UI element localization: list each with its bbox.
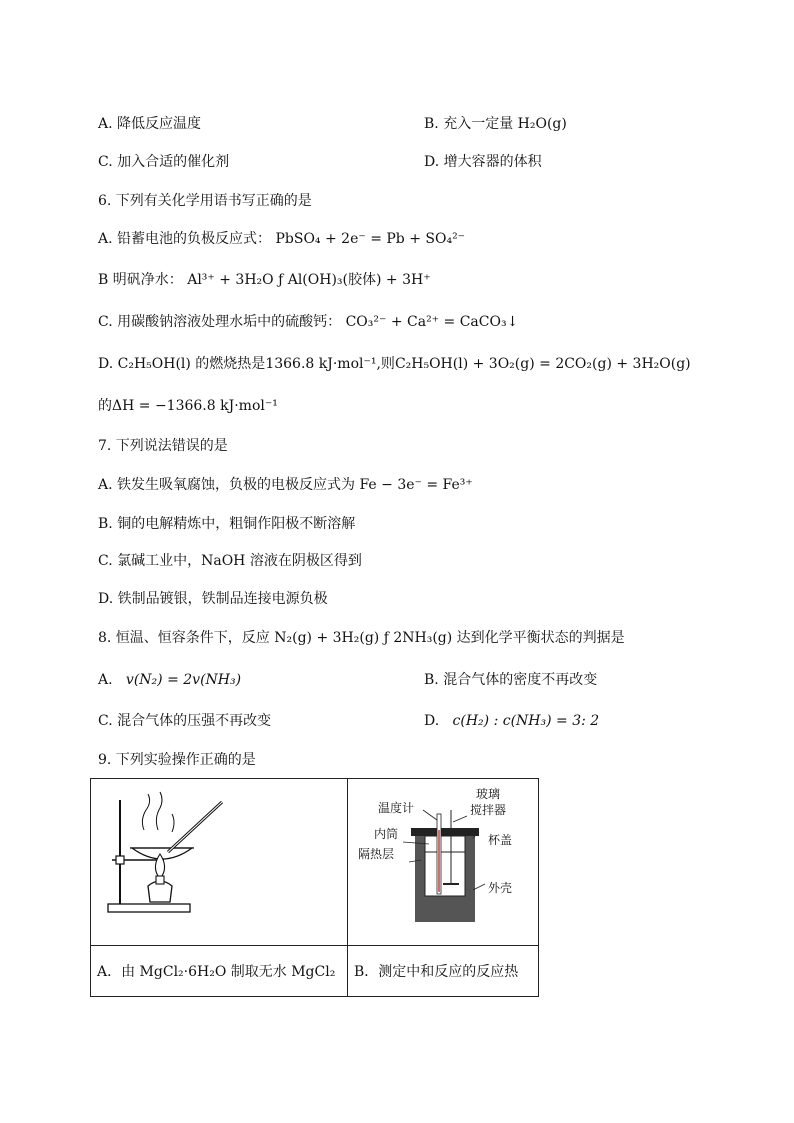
q8-d-equation: c(H₂) : c(NH₃) = 3: 2 xyxy=(452,713,600,729)
q7-option-a xyxy=(98,475,473,495)
q8-stem-equation: N₂(g) + 3H₂(g) ƒ 2NH₃(g) xyxy=(274,630,453,646)
q9-stem: 9. 下列实验操作正确的是 xyxy=(98,752,256,768)
q8-stem-text: 8. 恒温、恒容条件下，反应 xyxy=(98,630,270,646)
q8-option-d xyxy=(424,711,599,731)
q8-option-a xyxy=(98,670,241,690)
q6-c-text: C. 用碳酸钠溶液处理水垢中的硫酸钙： xyxy=(98,314,342,330)
evaporation-apparatus-illustration xyxy=(92,780,346,940)
label-shell: 外壳 xyxy=(488,881,513,895)
q8-a-label: A. xyxy=(98,672,113,688)
q5-option-a: A. 降低反应温度 xyxy=(98,116,202,132)
q8-d-label: D. xyxy=(424,713,440,729)
q5-option-b-formula: H₂O(g) xyxy=(517,116,567,132)
label-lid: 杯盖 xyxy=(488,833,513,847)
caption-b: B．测定中和反应的反应热 xyxy=(348,946,539,997)
label-insulation: 隔热层 xyxy=(358,847,395,861)
q6-option-d-line2: 的ΔH = −1366.8 kJ·mol⁻¹ xyxy=(98,398,278,414)
apparatus-b-cell xyxy=(348,779,539,946)
q7-option-d: D. 铁制品镀银，铁制品连接电源负极 xyxy=(98,591,328,607)
q6-stem: 6. 下列有关化学用语书写正确的是 xyxy=(98,193,312,209)
caption-a: A．由 MgCl₂·6H₂O 制取无水 MgCl₂ xyxy=(91,946,348,997)
q8-option-b: B. 混合气体的密度不再改变 xyxy=(424,672,598,688)
q6-c-equation: CO₃²⁻ + Ca²⁺ = CaCO₃↓ xyxy=(345,314,519,330)
label-glass-2: 搅拌器 xyxy=(470,803,507,817)
q6-b-equation: Al³⁺ + 3H₂O ƒ Al(OH)₃(胶体) + 3H⁺ xyxy=(187,272,431,288)
q6-a-text: A. 铅蓄电池的负极反应式： xyxy=(98,231,272,247)
q6-d-text1: D. C₂H₅OH(l) 的燃烧热是 xyxy=(98,356,266,372)
q6-d-value: 1366.8 kJ·mol⁻¹ xyxy=(265,356,377,372)
experiment-table xyxy=(90,778,539,997)
q7-stem: 7. 下列说法错误的是 xyxy=(98,438,228,454)
q6-d-equation: C₂H₅OH(l) + 3O₂(g) = 2CO₂(g) + 3H₂O(g) xyxy=(394,356,691,372)
q5-option-b xyxy=(424,114,567,134)
apparatus-a-cell xyxy=(91,779,348,946)
q5-option-d: D. 增大容器的体积 xyxy=(424,154,542,170)
q6-option-d xyxy=(98,354,691,374)
q6-d-text2: ,则 xyxy=(376,356,395,372)
q7-a-equation: Fe − 3e⁻ = Fe³⁺ xyxy=(359,477,473,493)
q7-option-b: B. 铜的电解精炼中，粗铜作阳极不断溶解 xyxy=(98,516,356,532)
q8-a-equation: v(N₂) = 2v(NH₃) xyxy=(125,672,242,688)
q8-stem-text2: 达到化学平衡状态的判据是 xyxy=(456,630,625,646)
q6-option-c xyxy=(98,312,518,332)
q5-option-c: C. 加入合适的催化剂 xyxy=(98,154,230,170)
q7-a-text: A. 铁发生吸氧腐蚀，负极的电极反应式为 xyxy=(98,477,356,493)
q5-option-b-text: B. 充入一定量 xyxy=(424,116,514,132)
q6-b-text: B 明矾净水： xyxy=(98,272,183,288)
label-thermometer: 温度计 xyxy=(378,801,415,815)
label-inner-cup: 内筒 xyxy=(374,827,399,841)
q7-option-c: C. 氯碱工业中，NaOH 溶液在阴极区得到 xyxy=(98,553,362,569)
q6-option-a xyxy=(98,229,465,249)
q6-a-equation: PbSO₄ + 2e⁻ = Pb + SO₄²⁻ xyxy=(275,231,466,247)
q8-option-c: C. 混合气体的压强不再改变 xyxy=(98,713,272,729)
q8-stem xyxy=(98,628,625,648)
label-glass-1: 玻璃 xyxy=(476,787,501,801)
q6-option-b xyxy=(98,270,431,290)
